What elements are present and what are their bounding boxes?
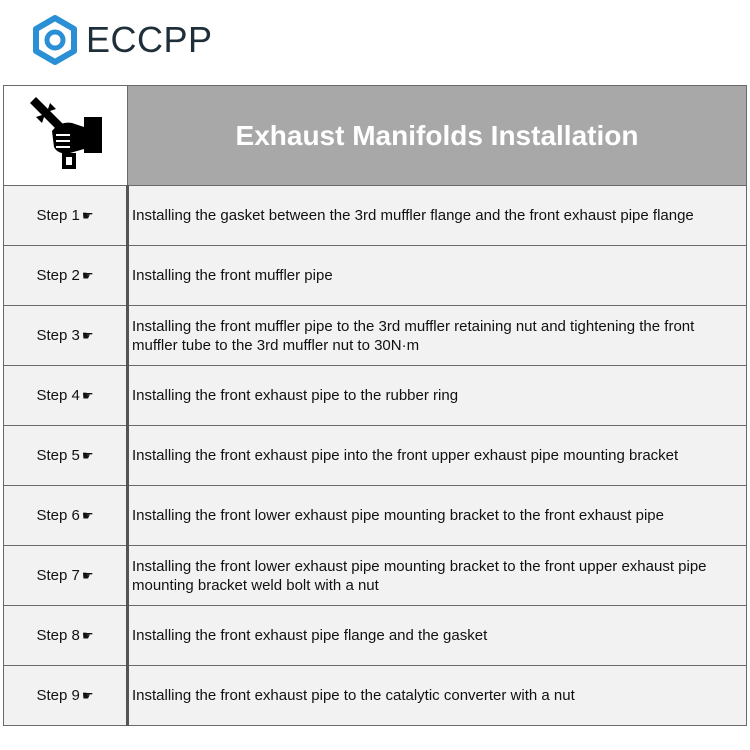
step-label-cell [4, 366, 128, 426]
table-row [4, 666, 747, 726]
pointing-hand-icon: ☛ [81, 388, 94, 403]
step-description: Installing the front exhaust pipe flange and the gasket [128, 606, 747, 666]
step-label: Step 4 [36, 387, 80, 404]
step-description: Installing the gasket between the 3rd muffler flange and the front exhaust pipe flange [128, 186, 747, 246]
step-label-cell [4, 426, 128, 486]
table-row [4, 246, 747, 306]
step-label: Step 2 [36, 267, 80, 284]
pointing-hand-icon: ☛ [81, 328, 94, 343]
brand-name: ECCPP [86, 19, 213, 60]
step-label: Step 3 [36, 327, 80, 344]
step-description: Installing the front exhaust pipe into the front upper exhaust pipe mounting bracket [128, 426, 747, 486]
installation-table [3, 85, 747, 726]
pointing-hand-icon: ☛ [81, 448, 94, 463]
step-label-cell [4, 186, 128, 246]
brand-logo [30, 14, 213, 66]
step-description: Installing the front exhaust pipe to the catalytic converter with a nut [128, 666, 747, 726]
step-description: Installing the front muffler pipe [128, 246, 747, 306]
table-row [4, 426, 747, 486]
step-label-cell [4, 486, 128, 546]
pointing-hand-icon: ☛ [81, 568, 94, 583]
table-row [4, 186, 747, 246]
step-label: Step 8 [36, 627, 80, 644]
table-row [4, 366, 747, 426]
step-label-cell [4, 546, 128, 606]
table-row [4, 306, 747, 366]
pointing-hand-icon: ☛ [81, 688, 94, 703]
pointing-hand-icon: ☛ [81, 268, 94, 283]
step-label: Step 9 [36, 687, 80, 704]
step-description: Installing the front lower exhaust pipe mounting bracket to the front exhaust pipe [128, 486, 747, 546]
table-header-row [4, 86, 747, 186]
table-title: Exhaust Manifolds Installation [128, 86, 747, 186]
step-label: Step 1 [36, 207, 80, 224]
pointing-hand-icon: ☛ [81, 628, 94, 643]
pointing-hand-icon: ☛ [81, 508, 94, 523]
eccpp-logo-icon [30, 15, 80, 65]
step-label-cell [4, 246, 128, 306]
table-row [4, 606, 747, 666]
pointing-hand-icon: ☛ [81, 208, 94, 223]
step-description: Installing the front lower exhaust pipe mounting bracket to the front upper exhaust pipe mounting bracket weld bolt with a nut [128, 546, 747, 606]
step-label-cell [4, 606, 128, 666]
step-description: Installing the front muffler pipe to the 3rd muffler retaining nut and tightening the front muffler tube to the 3rd muffler nut to 30N·m [128, 306, 747, 366]
step-label-cell [4, 666, 128, 726]
step-description: Installing the front exhaust pipe to the rubber ring [128, 366, 747, 426]
step-label: Step 6 [36, 507, 80, 524]
step-label: Step 7 [36, 567, 80, 584]
table-row [4, 486, 747, 546]
header-icon-cell [4, 86, 128, 186]
step-label: Step 5 [36, 447, 80, 464]
step-label-cell [4, 306, 128, 366]
table-row [4, 546, 747, 606]
wrench-hand-icon [26, 91, 106, 175]
